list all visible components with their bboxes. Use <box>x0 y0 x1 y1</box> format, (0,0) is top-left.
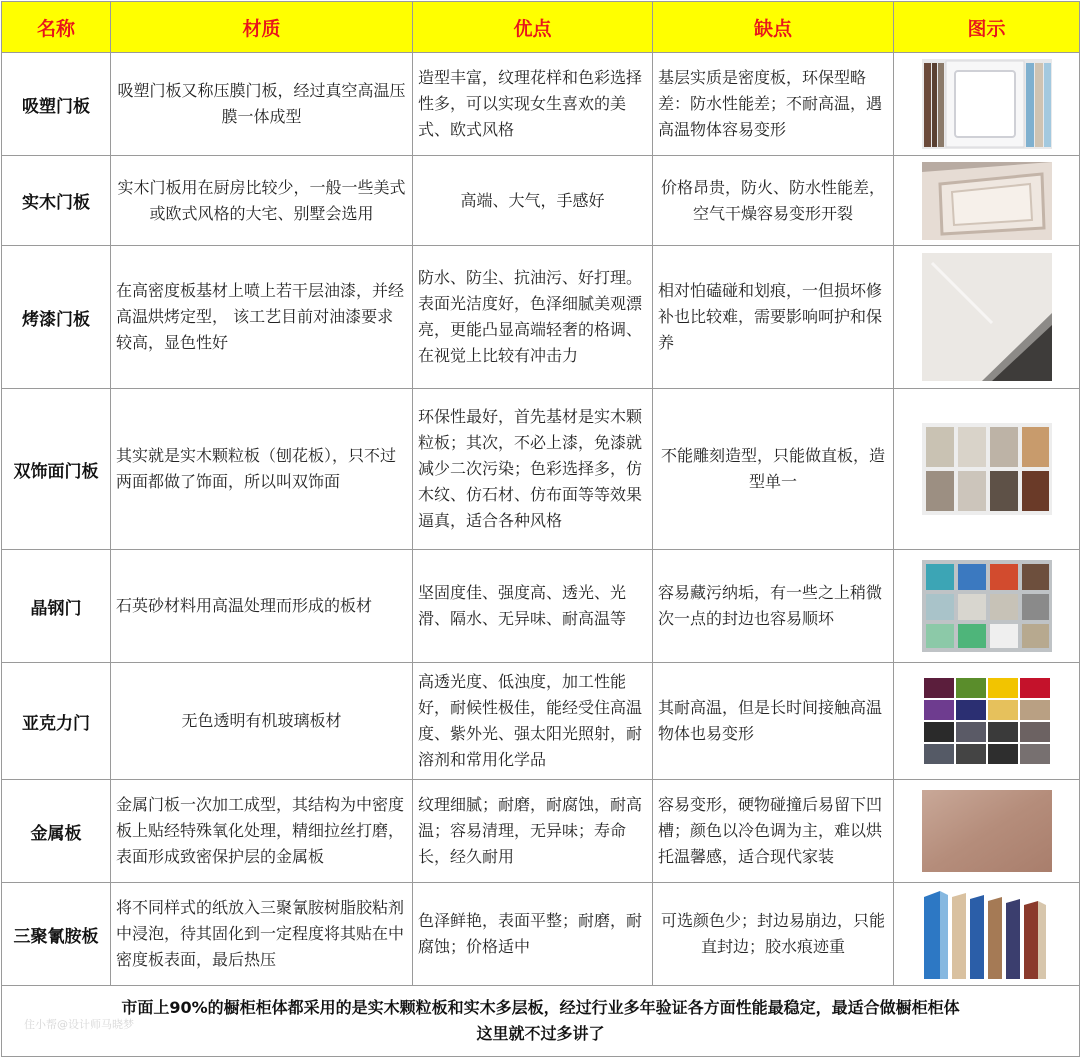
table-row <box>2 663 1080 780</box>
row-image-cell <box>894 780 1080 883</box>
row-pros: 高端、大气，手感好 <box>413 156 653 246</box>
row-cons: 容易变形，硬物碰撞后易留下凹槽；颜色以冷色调为主，难以烘托温馨感，适合现代家装 <box>653 780 894 883</box>
row-name: 三聚氰胺板 <box>2 883 111 986</box>
row-material: 吸塑门板又称压膜门板，经过真空高温压膜一体成型 <box>111 53 413 156</box>
brushed-metal-panel-photo <box>922 790 1052 872</box>
header-row <box>2 2 1080 53</box>
row-name: 吸塑门板 <box>2 53 111 156</box>
row-image-cell <box>894 156 1080 246</box>
woodgrain-sample-boards-photo <box>922 423 1052 515</box>
table-row <box>2 156 1080 246</box>
row-cons: 其耐高温，但是长时间接触高温物体也易变形 <box>653 663 894 780</box>
row-pros: 环保性最好，首先基材是实木颗粒板；其次，不必上漆，免漆就减少二次污染；色彩选择多，仿木纹、仿石材、仿布面等等效果逼真，适合各种风格 <box>413 389 653 550</box>
row-cons: 价格昂贵，防火、防水性能差，空气干燥容易变形开裂 <box>653 156 894 246</box>
row-pros: 造型丰富，纹理花样和色彩选择性多，可以实现女生喜欢的美式、欧式风格 <box>413 53 653 156</box>
acrylic-color-swatches-photo <box>922 676 1052 766</box>
table-row <box>2 780 1080 883</box>
row-image-cell <box>894 883 1080 986</box>
table-row <box>2 883 1080 986</box>
table-row <box>2 246 1080 389</box>
row-material: 将不同样式的纸放入三聚氰胺树脂胶粘剂中浸泡，待其固化到一定程度将其贴在中密度板表面，最后热压 <box>111 883 413 986</box>
row-material: 无色透明有机玻璃板材 <box>111 663 413 780</box>
footer-line-2: 这里就不过多讲了 <box>476 1024 605 1043</box>
header-pros: 优点 <box>413 2 653 53</box>
light-wood-frame-door-photo <box>922 162 1052 240</box>
cabinet-door-comparison-table <box>1 1 1080 1057</box>
row-name: 金属板 <box>2 780 111 883</box>
row-image-cell <box>894 389 1080 550</box>
row-name: 烤漆门板 <box>2 246 111 389</box>
row-cons: 基层实质是密度板，环保型略差：防水性能差；不耐高温，遇高温物体容易变形 <box>653 53 894 156</box>
glossy-lacquer-panel-photo <box>922 253 1052 381</box>
row-cons: 相对怕磕碰和划痕，一但损坏修补也比较难，需要影响呵护和保养 <box>653 246 894 389</box>
row-name: 晶钢门 <box>2 550 111 663</box>
row-cons: 容易藏污纳垢，有一些之上稍微次一点的封边也容易顺坏 <box>653 550 894 663</box>
row-name: 双饰面门板 <box>2 389 111 550</box>
header-cons: 缺点 <box>653 2 894 53</box>
table-row <box>2 550 1080 663</box>
row-cons: 不能雕刻造型，只能做直板，造型单一 <box>653 389 894 550</box>
row-image-cell <box>894 550 1080 663</box>
row-image-cell <box>894 53 1080 156</box>
table-row <box>2 53 1080 156</box>
footer-row <box>2 986 1080 1057</box>
row-material: 实木门板用在厨房比较少，一般一些美式或欧式风格的大宅、别墅会选用 <box>111 156 413 246</box>
row-material: 在高密度板基材上喷上若干层油漆，并经高温烘烤定型， 该工艺目前对油漆要求较高，显色性好 <box>111 246 413 389</box>
row-image-cell <box>894 246 1080 389</box>
row-pros: 防水、防尘、抗油污、好打理。表面光洁度好，色泽细腻美观漂亮，更能凸显高端轻奢的格调、在视觉上比较有冲击力 <box>413 246 653 389</box>
header-material: 材质 <box>111 2 413 53</box>
table-row <box>2 389 1080 550</box>
row-pros: 高透光度、低浊度，加工性能好，耐候性极佳，能经受住高温度、紫外光、强太阳光照射，耐溶剂和常用化学品 <box>413 663 653 780</box>
footer-line-1: 市面上90%的橱柜柜体都采用的是实木颗粒板和实木多层板，经过行业多年验证各方面性能最稳定，最适合做橱柜柜体 <box>121 998 960 1017</box>
row-pros: 纹理细腻；耐磨，耐腐蚀，耐高温；容易清理，无异味；寿命长，经久耐用 <box>413 780 653 883</box>
crystal-steel-color-samples-photo <box>922 560 1052 652</box>
header-image: 图示 <box>894 2 1080 53</box>
header-name: 名称 <box>2 2 111 53</box>
row-material: 其实就是实木颗粒板（刨花板），只不过两面都做了饰面，所以叫双饰面 <box>111 389 413 550</box>
melamine-board-edges-photo <box>922 887 1052 981</box>
row-name: 实木门板 <box>2 156 111 246</box>
row-material: 石英砂材料用高温处理而形成的板材 <box>111 550 413 663</box>
row-name: 亚克力门 <box>2 663 111 780</box>
row-material: 金属门板一次加工成型，其结构为中密度板上贴经特殊氧化处理，精细拉丝打磨，表面形成致密保护层的金属板 <box>111 780 413 883</box>
watermark: 住小帮@设计师马晓梦 <box>24 1018 134 1031</box>
row-image-cell <box>894 663 1080 780</box>
row-pros: 坚固度佳、强度高、透光、光滑、隔水、无异味、耐高温等 <box>413 550 653 663</box>
row-cons: 可选颜色少；封边易崩边，只能直封边；胶水痕迹重 <box>653 883 894 986</box>
white-raised-panel-door-photo <box>922 59 1052 149</box>
footer-note <box>2 986 1080 1057</box>
row-pros: 色泽鲜艳，表面平整；耐磨，耐腐蚀；价格适中 <box>413 883 653 986</box>
